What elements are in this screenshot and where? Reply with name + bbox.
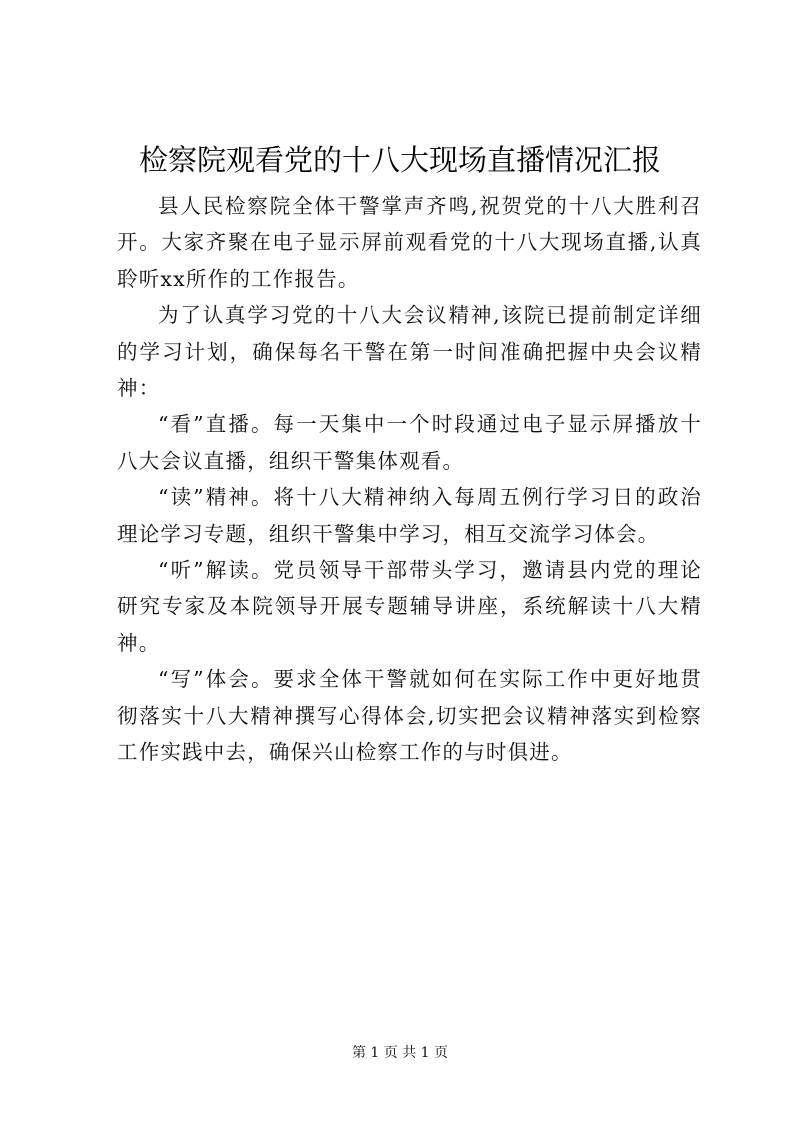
paragraph: 县人民检察院全体干警掌声齐鸣,祝贺党的十八大胜利召开。大家齐聚在电子显示屏前观看党的十八大现场直播,认真聆听xx所作的工作报告。: [117, 194, 702, 291]
page-footer: 第 1 页 共 1 页: [351, 1045, 449, 1061]
paragraph: “听”解读。党员领导干部带头学习，邀请县内党的理论研究专家及本院领导开展专题辅导讲座，系统解读十八大精神。: [117, 558, 702, 655]
paragraph: 为了认真学习党的十八大会议精神,该院已提前制定详细的学习计划，确保每名干警在第一时间准确把握中央会议精神：: [117, 303, 702, 401]
document-title: 检察院观看党的十八大现场直播情况汇报: [138, 143, 661, 177]
paragraph: “写”体会。要求全体干警就如何在实际工作中更好地贯彻落实十八大精神撰写心得体会,切实把会议精神落实到检察工作实践中去，确保兴山检察工作的与时俱进。: [117, 667, 702, 765]
paragraph: “看”直播。每一天集中一个时段通过电子显示屏播放十八大会议直播，组织干警集体观看。: [117, 412, 702, 473]
document-body: [117, 188, 702, 771]
paragraph: “读”精神。将十八大精神纳入每周五例行学习日的政治理论学习专题，组织干警集中学习，相互交流学习体会。: [117, 485, 702, 546]
